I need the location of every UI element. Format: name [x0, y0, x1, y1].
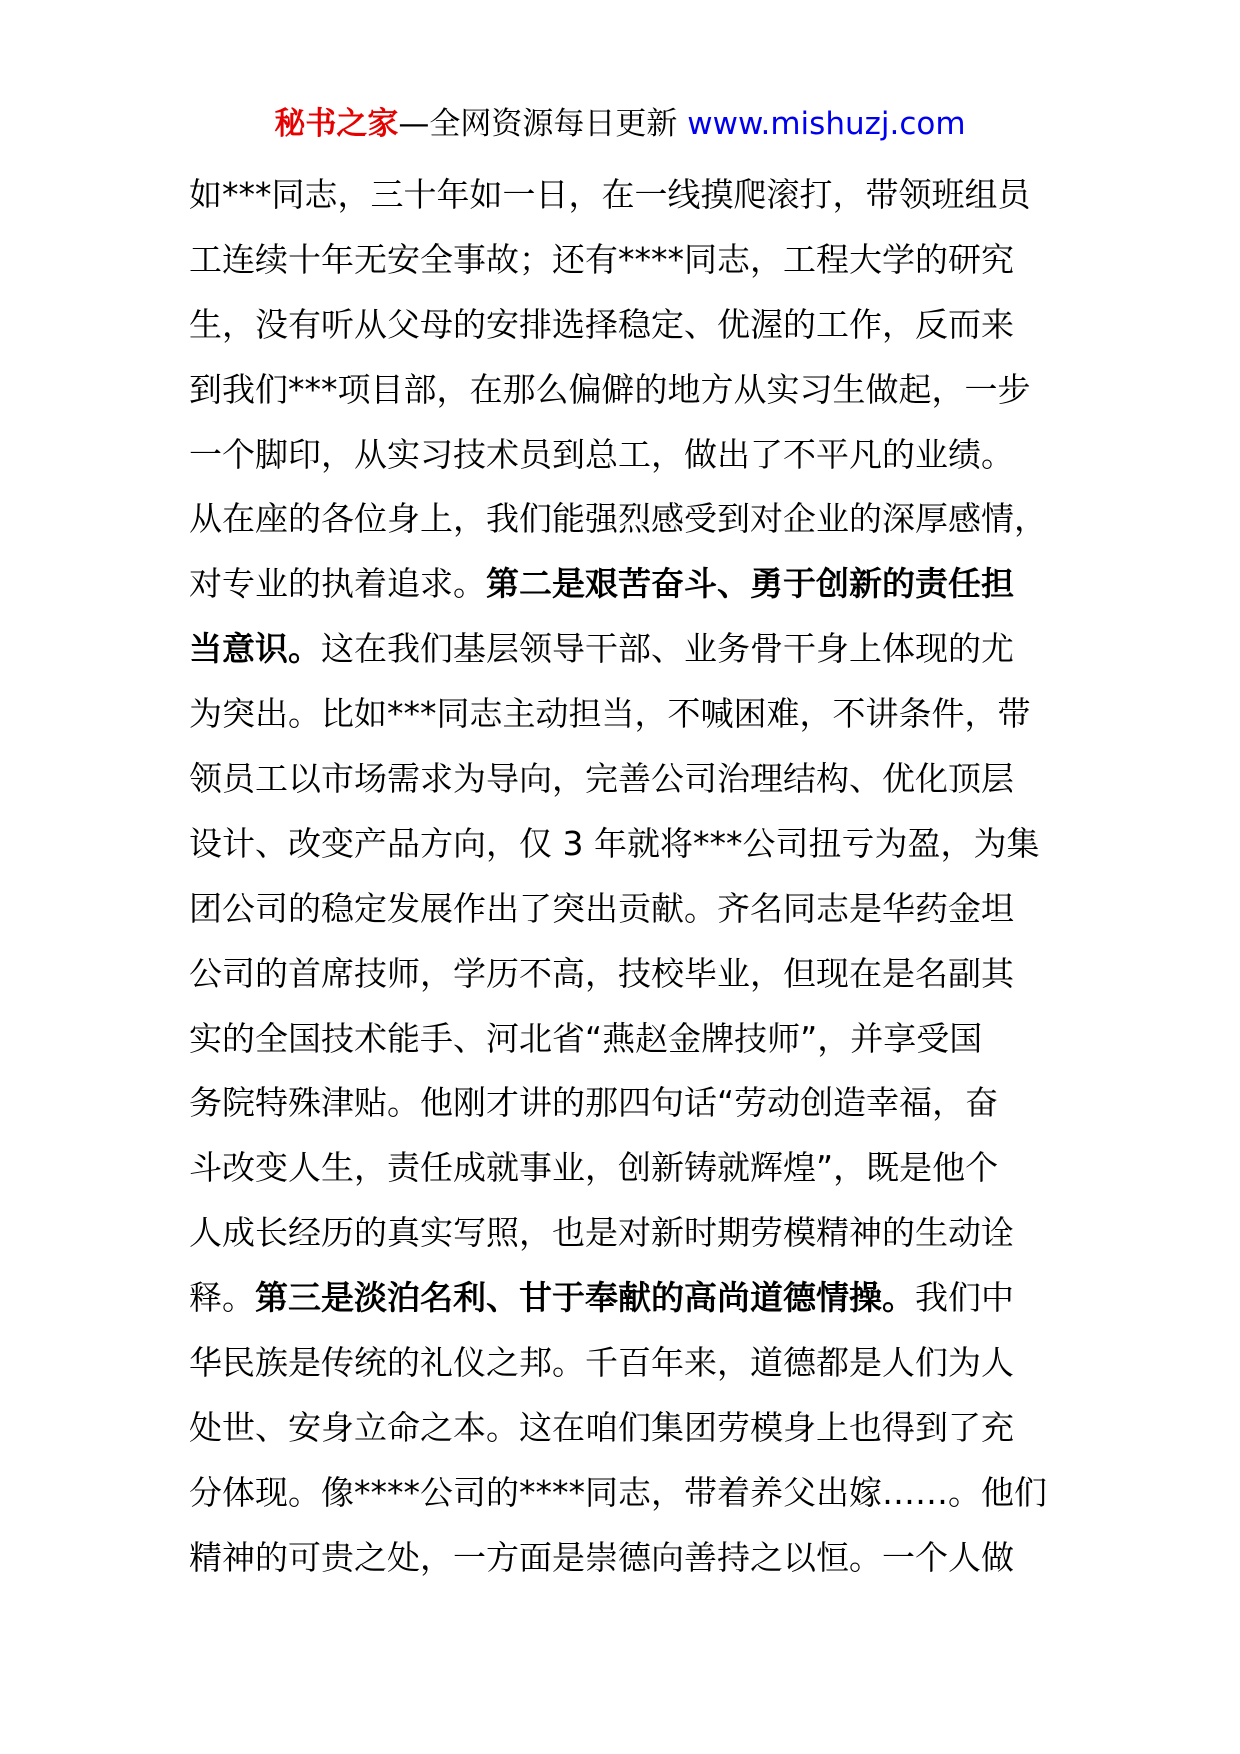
bold-text-segment: 第三是淡泊名利、甘于奉献的高尚道德情操。: [255, 1278, 915, 1318]
bold-text-segment: 当意识。: [189, 629, 321, 669]
text-segment: 领员工以市场需求为导向，完善公司治理结构、优化顶层: [189, 759, 1014, 799]
bold-text-segment: 第二是艰苦奋斗、勇于创新的责任担: [486, 564, 1014, 604]
text-segment: 实的全国技术能手、河北省“燕赵金牌技师”，并享受国: [189, 1018, 983, 1058]
text-segment: 为突出。比如***同志主动担当，不喊困难，不讲条件，带: [189, 694, 1031, 734]
text-segment: 人成长经历的真实写照，也是对新时期劳模精神的生动诠: [189, 1213, 1014, 1253]
text-segment: 公司的首席技师，学历不高，技校毕业，但现在是名副其: [189, 953, 1014, 993]
text-line: [189, 617, 1059, 682]
text-line: [189, 487, 1059, 552]
text-segment: 设计、改变产品方向，仅 3 年就将***公司扭亏为盈，为集: [189, 823, 1040, 863]
text-segment: 对专业的执着追求。: [189, 564, 486, 604]
text-segment: 处世、安身立命之本。这在咱们集团劳模身上也得到了充: [189, 1407, 1014, 1447]
text-segment: 团公司的稳定发展作出了突出贡献。齐名同志是华药金坦: [189, 888, 1014, 928]
text-line: [189, 1396, 1059, 1461]
text-line: [189, 1071, 1059, 1136]
site-url-link[interactable]: www.mishuzj.com: [687, 106, 966, 142]
text-segment: 到我们***项目部，在那么偏僻的地方从实习生做起，一步: [189, 369, 1031, 409]
text-line: [189, 1007, 1059, 1072]
text-line: [189, 163, 1059, 228]
text-line: [189, 293, 1059, 358]
text-segment: 斗改变人生，责任成就事业，创新铸就辉煌”，既是他个: [189, 1148, 999, 1188]
text-segment: 我们中: [915, 1278, 1014, 1318]
text-segment: 华民族是传统的礼仪之邦。千百年来，道德都是人们为人: [189, 1343, 1014, 1383]
text-line: [189, 552, 1059, 617]
text-segment: 一个脚印，从实习技术员到总工，做出了不平凡的业绩。: [189, 434, 1014, 474]
text-segment: 分体现。像****公司的****同志，带着养父出嫁……。他们: [189, 1472, 1047, 1512]
site-tagline: —全网资源每日更新: [398, 106, 688, 142]
text-line: [189, 682, 1059, 747]
text-line: [189, 1136, 1059, 1201]
text-segment: 精神的可贵之处，一方面是崇德向善持之以恒。一个人做: [189, 1537, 1014, 1577]
text-segment: 如***同志，三十年如一日，在一线摸爬滚打，带领班组员: [189, 175, 1031, 214]
text-line: [189, 877, 1059, 942]
text-segment: 工连续十年无安全事故；还有****同志，工程大学的研究: [189, 239, 1014, 279]
text-line: [189, 228, 1059, 293]
text-line: [189, 358, 1059, 423]
text-line: [189, 942, 1059, 1007]
site-brand: 秘书之家: [274, 106, 399, 142]
text-line: [189, 423, 1059, 488]
text-segment: 释。: [189, 1278, 255, 1318]
text-line: [189, 1201, 1059, 1266]
text-line: [189, 812, 1059, 877]
document-body: [189, 163, 1059, 1591]
text-segment: 生，没有听从父母的安排选择稳定、优渥的工作，反而来: [189, 304, 1014, 344]
site-header: [0, 104, 1240, 144]
text-segment: 这在我们基层领导干部、业务骨干身上体现的尤: [321, 629, 1014, 669]
text-line: [189, 1266, 1059, 1331]
text-line: [189, 1331, 1059, 1396]
text-line: [189, 1461, 1059, 1526]
text-segment: 务院特殊津贴。他刚才讲的那四句话“劳动创造幸福，奋: [189, 1083, 999, 1123]
text-line: [189, 747, 1059, 812]
text-line: [189, 1526, 1059, 1591]
text-segment: 从在座的各位身上，我们能强烈感受到对企业的深厚感情，: [189, 499, 1047, 539]
